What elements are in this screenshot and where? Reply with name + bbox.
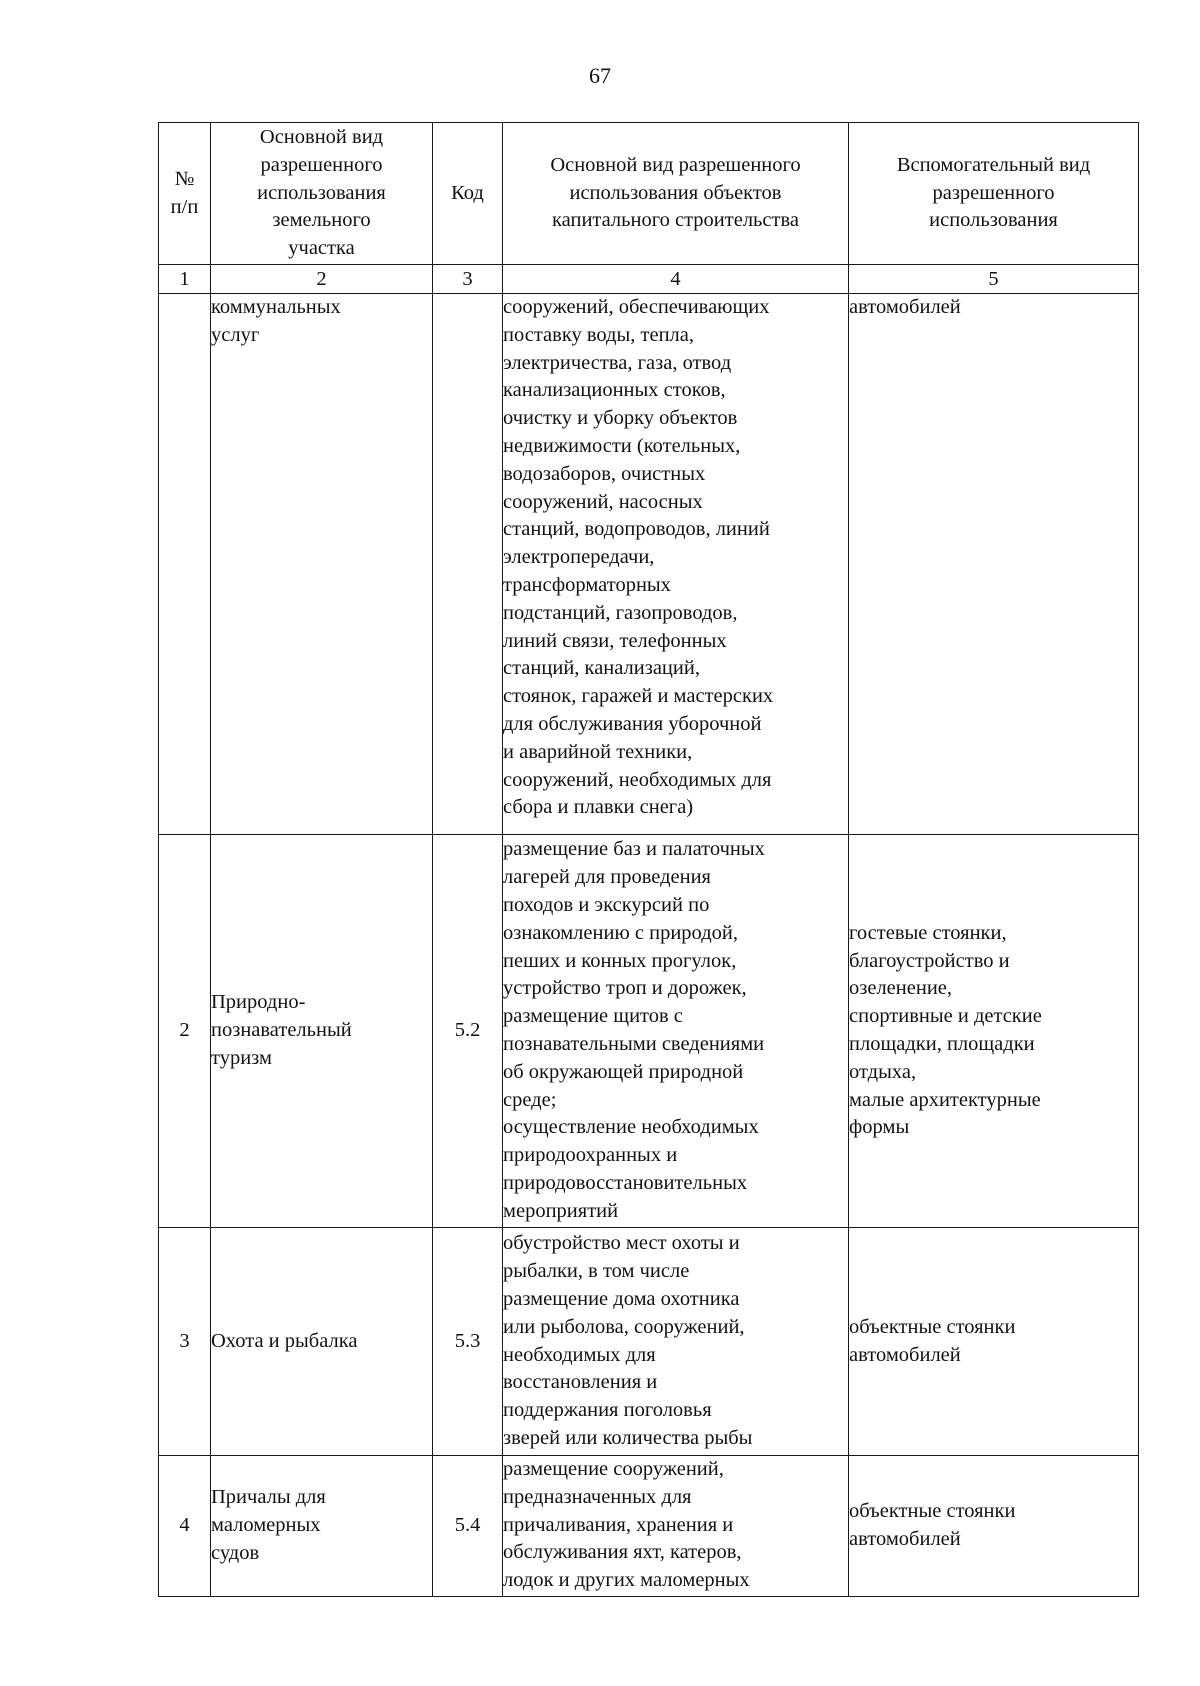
table-row [159, 835, 1139, 1228]
code-cell: 5.2 [433, 835, 503, 1228]
aux-use-cell: автомобилей [849, 294, 1139, 835]
header-code: Код [433, 123, 503, 265]
row-number: 3 [159, 1228, 211, 1456]
land-use-cell: Природно- познавательный туризм [211, 835, 433, 1228]
column-index: 3 [433, 265, 503, 294]
land-use-table [158, 122, 1139, 1597]
main-use-cell: размещение баз и палаточных лагерей для проведения походов и экскурсий по ознакомлению с природой, пеших и конных прогулок, устройство троп и дорожек, размещение щитов с познавательными сведениями об окружающей природной среде; осуществление необходимых природоохранных и природовосстановительных мероприятий [503, 835, 849, 1228]
aux-use-cell: гостевые стоянки, благоустройство и озеленение, спортивные и детские площадки, площадки отдыха, малые архитектурные формы [849, 835, 1139, 1228]
row-number [159, 294, 211, 835]
column-index: 2 [211, 265, 433, 294]
column-index-row [159, 265, 1139, 294]
header-num: № п/п [159, 123, 211, 265]
header-main-use: Основной вид разрешенного использования объектов капитального строительства [503, 123, 849, 265]
header-land-use: Основной вид разрешенного использования земельного участка [211, 123, 433, 265]
main-use-cell: размещение сооружений, предназначенных для причаливания, хранения и обслуживания яхт, катеров, лодок и других маломерных [503, 1456, 849, 1597]
table-row [159, 1456, 1139, 1597]
land-use-cell: Охота и рыбалка [211, 1228, 433, 1456]
row-number: 2 [159, 835, 211, 1228]
land-use-cell: коммунальных услуг [211, 294, 433, 835]
row-number: 4 [159, 1456, 211, 1597]
page-number: 67 [589, 63, 611, 88]
code-cell: 5.3 [433, 1228, 503, 1456]
main-use-cell: сооружений, обеспечивающих поставку воды, тепла, электричества, газа, отвод канализационных стоков, очистку и уборку объектов недвижимости (котельных, водозаборов, очистных сооружений, насосных станций, водопроводов, линий электропередачи, трансформаторных подстанций, газопроводов, линий связи, телефонных станций, канализаций, стоянок, гаражей и мастерских для обслуживания уборочной и аварийной техники, сооружений, необходимых для сбора и плавки снега) [503, 294, 849, 835]
code-cell: 5.4 [433, 1456, 503, 1597]
aux-use-cell: объектные стоянки автомобилей [849, 1456, 1139, 1597]
column-index: 4 [503, 265, 849, 294]
table-row [159, 294, 1139, 835]
code-cell [433, 294, 503, 835]
header-aux-use: Вспомогательный вид разрешенного использования [849, 123, 1139, 265]
aux-use-cell: объектные стоянки автомобилей [849, 1228, 1139, 1456]
column-index: 1 [159, 265, 211, 294]
header-row [159, 123, 1139, 265]
land-use-cell: Причалы для маломерных судов [211, 1456, 433, 1597]
table-row [159, 1228, 1139, 1456]
column-index: 5 [849, 265, 1139, 294]
main-use-cell: обустройство мест охоты и рыбалки, в том числе размещение дома охотника или рыболова, сооружений, необходимых для восстановления и поддержания поголовья зверей или количества рыбы [503, 1228, 849, 1456]
